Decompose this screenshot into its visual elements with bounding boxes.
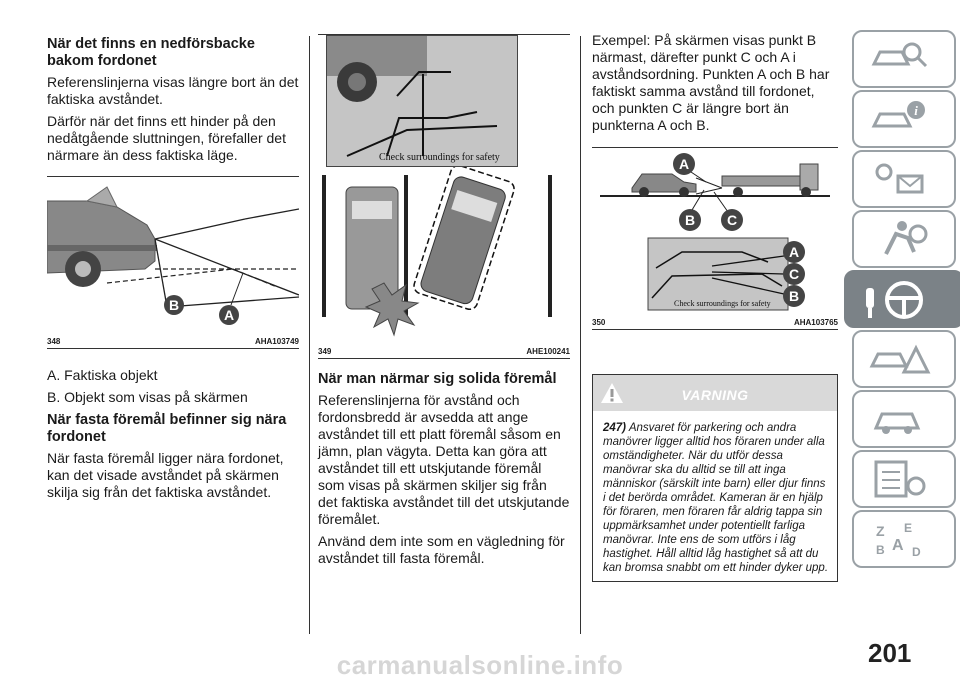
- tab-maintenance[interactable]: [852, 390, 956, 448]
- heading-fixed-objects: När fasta föremål befinner sig nära fordonet: [47, 412, 287, 445]
- column-separator-2: [580, 36, 581, 634]
- tab-technical-data[interactable]: [852, 450, 956, 508]
- label-b-top: B: [684, 212, 696, 228]
- warning-number: 247): [603, 422, 627, 434]
- figure-number: 348: [47, 337, 61, 346]
- svg-text:i: i: [914, 103, 918, 118]
- steering-key-icon: [860, 278, 940, 322]
- column-2: [318, 0, 570, 567]
- distance-example-illustration: [592, 148, 838, 318]
- figure-number: 349: [318, 347, 332, 356]
- label-c-screen: C: [788, 266, 800, 282]
- label-a-screen: A: [788, 244, 800, 260]
- column-3: [592, 0, 838, 582]
- svg-text:E: E: [904, 521, 913, 535]
- svg-text:Z: Z: [876, 523, 885, 539]
- warning-text-block: [593, 411, 837, 581]
- tab-index[interactable]: [852, 510, 956, 568]
- figure-bottom-rule: [592, 329, 838, 330]
- paragraph-1: Referenslinjerna för avstånd och fordonsbredd är avsedda att ange avståndet till ett platt föremål såsom en jämn, plan vägyta. Detta kan göra att avståndet till ett utskjutande föremål som visas på skärmen skiljer sig från det faktiska avståndet till det utskjutande föremålet.: [318, 392, 570, 527]
- figure-349: [318, 167, 570, 347]
- tab-safety[interactable]: [852, 210, 956, 268]
- tab-dashboard[interactable]: [852, 30, 956, 88]
- figure-bottom-rule: [47, 348, 299, 349]
- tab-emergency[interactable]: [852, 330, 956, 388]
- figure-caption: [318, 347, 570, 356]
- warning-box: [592, 374, 838, 582]
- label-a: A: [223, 307, 235, 323]
- column-1: [47, 0, 299, 501]
- page-number: 201: [868, 638, 912, 668]
- figure-348: [47, 177, 299, 337]
- paragraph-2: Använd dem inte som en vägledning för avståndet till fasta föremål.: [318, 533, 565, 566]
- car-breakdown-icon: [868, 338, 932, 378]
- label-a-top: A: [678, 156, 690, 172]
- downhill-illustration: [47, 177, 299, 337]
- figure-code: AHA103749: [254, 337, 299, 346]
- label-c-top: C: [726, 212, 738, 228]
- label-b-screen: B: [788, 288, 800, 304]
- figure-bottom-rule: [318, 358, 570, 359]
- heading-downhill: När det finns en nedförsbacke bakom fordonet: [47, 36, 255, 69]
- paragraph-3: När fasta föremål ligger nära fordonet, kan det visade avståndet på skärmen skilja sig från det faktiska avståndet.: [47, 450, 284, 500]
- tab-warning-lights[interactable]: [852, 150, 956, 208]
- parking-illustration: [318, 167, 570, 347]
- figure-caption: [47, 337, 299, 346]
- figure-350: [592, 148, 838, 318]
- screen-message: Check surroundings for safety: [379, 152, 500, 163]
- camera-screen: [326, 35, 518, 167]
- camera-view-illustration: [327, 36, 517, 166]
- figure-number: 350: [592, 318, 606, 327]
- checklist-icon: [868, 458, 932, 498]
- airbag-person-icon: [868, 218, 932, 258]
- warning-title: VARNING: [681, 387, 749, 403]
- label-b: B: [168, 297, 180, 313]
- tab-vehicle-info[interactable]: [852, 90, 956, 148]
- warning-lights-icon: [868, 158, 932, 198]
- car-search-icon: [868, 38, 932, 78]
- figure-caption: [592, 318, 838, 327]
- warning-text: Ansvaret för parkering och andra manövrer ligger alltid hos föraren under alla omständigheter. När du utför dessa manövrar ska du alltid se till att inga människor (särskilt inte barn) eller djur finns i det berörda området. Kameran är en hjälp för föraren, men föraren får aldrig tappa sin uppmärksamhet under potentiellt farliga manövrar. Inte ens de som utförs i låg hastighet. Håll alltid låg hastighet så att du kan bromsa snabbt om ett hinder dyker upp.: [603, 422, 829, 574]
- column-separator-1: [309, 36, 310, 634]
- item-a: A. Faktiska objekt: [47, 367, 158, 383]
- svg-text:B: B: [876, 543, 885, 557]
- heading-solid-objects: När man närmar sig solida föremål: [318, 371, 557, 387]
- alphabet-index-icon: [868, 518, 932, 558]
- tab-starting-driving[interactable]: [844, 270, 960, 328]
- car-service-icon: [868, 398, 932, 438]
- paragraph-1: Referenslinjerna visas längre bort än det faktiska avståndet.: [47, 74, 299, 107]
- footer-watermark: carmanualsonline.info: [336, 650, 624, 680]
- car-info-icon: [868, 98, 932, 138]
- warning-header: [593, 375, 837, 411]
- figure-code: AHE100241: [526, 347, 570, 356]
- figure-code: AHA103765: [793, 318, 838, 327]
- paragraph-2: Därför när det finns ett hinder på den nedåtgående sluttningen, förefaller det närmare än dess faktiska läge.: [47, 113, 286, 163]
- paragraph-example: Exempel: På skärmen visas punkt B närmast, därefter punkt C och A i avståndsordning. Punkten A och B har faktiskt samma avstånd till fordonet, och punkten C är längre bort än punkterna A och B.: [592, 32, 830, 133]
- svg-text:A: A: [892, 537, 904, 554]
- svg-text:D: D: [912, 545, 921, 558]
- screen-message: Check surroundings for safety: [674, 299, 771, 308]
- item-b: B. Objekt som visas på skärmen: [47, 389, 248, 405]
